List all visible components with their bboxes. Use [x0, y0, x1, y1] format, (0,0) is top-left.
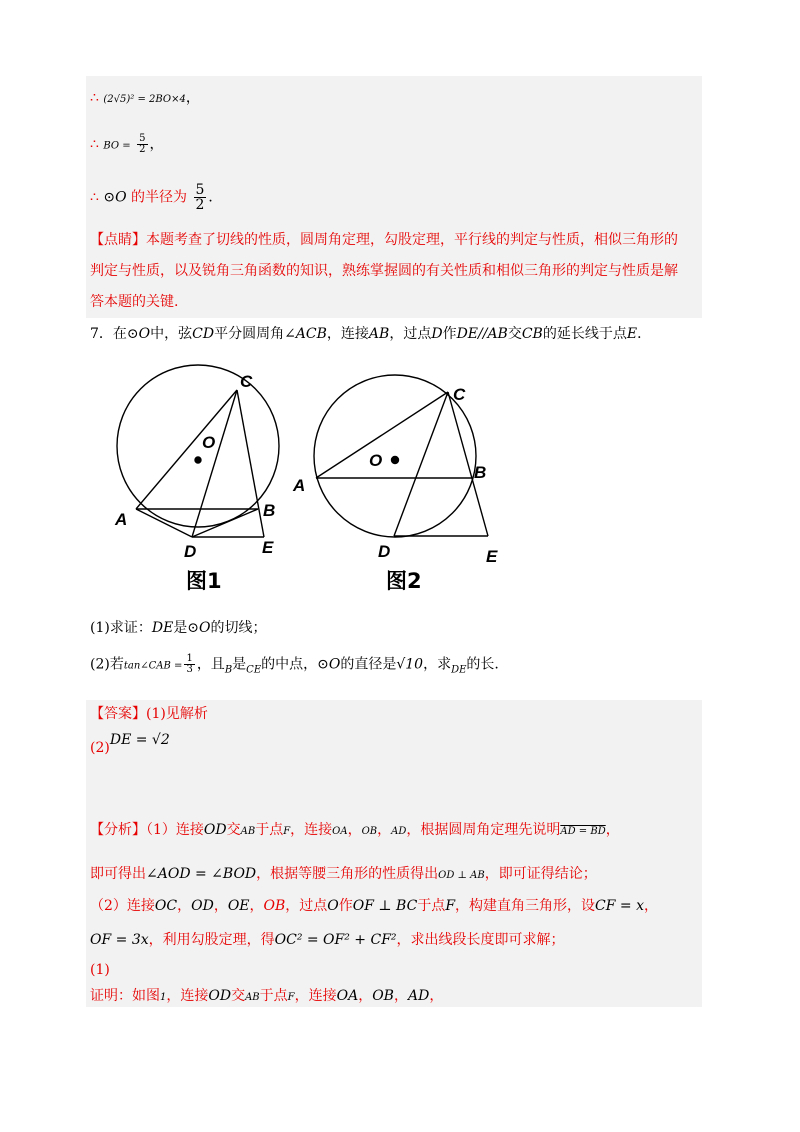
- answer-label: 【答案】: [90, 706, 146, 722]
- comment-line-1: 【点睛】本题考查了切线的性质，圆周角定理，勾股定理，平行线的判定与性质，相似三角形的: [90, 232, 678, 248]
- fig1-line-AC: [136, 390, 237, 509]
- answer-panel: [86, 700, 702, 1007]
- fig1-line-AD: [136, 509, 192, 537]
- solution-line-3: ∴ ⊙O 的半径为 $\frac{5}{2}$ ．: [90, 182, 223, 213]
- fig1-caption: 图1: [186, 569, 222, 593]
- fig1-label-A: A: [115, 510, 128, 529]
- fraction: $\frac{1}{3}$: [186, 653, 193, 675]
- fig1-label-O: O: [202, 433, 216, 452]
- fig1-label-D: D: [184, 542, 197, 561]
- analysis-line-4: OF = 3x，利用勾股定理，得OC² = OF² + CF²，求出线段长度即可求解；: [90, 932, 565, 948]
- analysis-label: 【分析】: [90, 822, 146, 838]
- answer-line-2: (2)DE = √2: [90, 732, 170, 756]
- fig2-label-B: B: [474, 463, 487, 482]
- figure-1: [117, 365, 279, 537]
- solution-proof-line: 证明：如图1，连接OD交AB于点F，连接OA，OB，AD，: [90, 988, 444, 1004]
- solution-line-1: ∴ (2√5)² = 2BO×4，: [90, 90, 200, 106]
- fig2-label-C: C: [453, 385, 466, 404]
- analysis-line-3: （2）连接OC，OD，OE，OB，过点O作OF ⊥ BC于点F，构建直角三角形，设CF = x，: [90, 898, 658, 914]
- fraction: $\frac{5}{2}$: [195, 182, 205, 213]
- question-1: (1)求证：DE是⊙O的切线；: [90, 620, 267, 636]
- analysis-line-2: 即可得出∠AOD = ∠BOD，根据等腰三角形的性质得出OD ⊥ AB，即可证得结论；: [90, 866, 597, 882]
- fig2-label-A: A: [293, 476, 306, 495]
- fraction: $\frac{5}{2}$: [139, 133, 146, 155]
- fig2-label-O: O: [369, 451, 383, 470]
- fig1-label-B: B: [263, 501, 276, 520]
- solution-line-2: ∴ BO = $\frac{5}{2}$ ，: [90, 133, 164, 155]
- fig1-label-C: C: [240, 372, 253, 391]
- fig2-caption: 图2: [386, 569, 422, 593]
- fig2-center-dot: [392, 457, 399, 464]
- analysis-line-1: 【分析】（1）连接OD交AB于点F，连接OA，OB，AD，根据圆周角定理先说明AD = BD，: [90, 822, 620, 838]
- problem-statement: 7．在⊙O中，弦CD平分圆周角∠ACB，连接AB，过点D作DE//AB交CB的延长线于点E．: [90, 326, 652, 342]
- fig2-label-E: E: [486, 547, 498, 566]
- fig2-label-D: D: [378, 542, 391, 561]
- fig1-line-DB: [192, 509, 258, 537]
- question-2: (2)若tan∠CAB = $\frac{1}{3}$ ，且$_B$是$_{CE}$的中点，⊙O的直径是√10，求$_{DE}$的长.: [90, 653, 499, 676]
- comment-line-3: 答本题的关键.: [90, 294, 179, 310]
- solution-part-1-label: (1): [90, 962, 110, 978]
- comment-line-2: 判定与性质，以及锐角三角函数的知识，熟练掌握圆的有关性质和相似三角形的判定与性质是解: [90, 263, 678, 279]
- fig1-label-E: E: [262, 538, 274, 557]
- fig1-center-dot: [195, 457, 201, 463]
- comment-label: 【点睛】: [90, 232, 146, 248]
- answer-line-1: 【答案】(1)见解析: [90, 706, 208, 722]
- fig2-line-CD: [394, 392, 448, 536]
